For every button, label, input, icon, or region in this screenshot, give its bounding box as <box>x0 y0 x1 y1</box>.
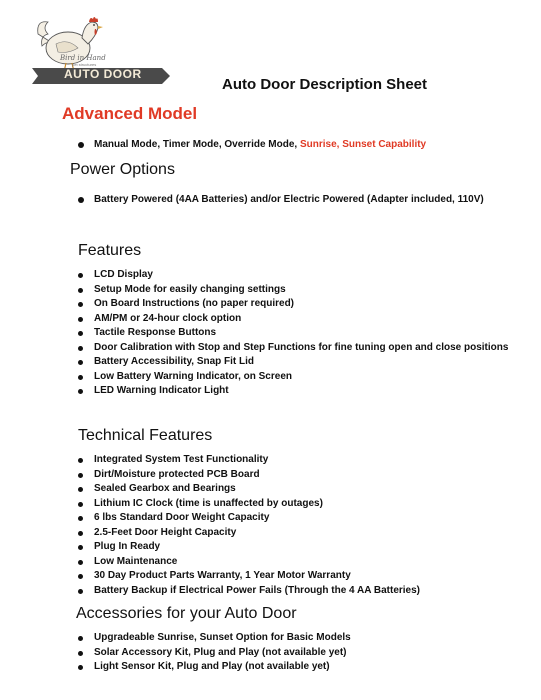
list-item <box>78 138 426 153</box>
model-modes-list <box>78 138 426 153</box>
features-list <box>78 268 508 399</box>
list-item: Low Maintenance <box>78 555 420 570</box>
list-item: Light Sensor Kit, Plug and Play (not available yet) <box>78 660 351 675</box>
list-item: Integrated System Test Functionality <box>78 453 420 468</box>
power-options-heading: Power Options <box>70 161 175 178</box>
logo-banner-text: AUTO DOOR <box>64 67 142 81</box>
list-item: Low Battery Warning Indicator, on Screen <box>78 370 508 385</box>
list-item: Battery Powered (4AA Batteries) and/or Electric Powered (Adapter included, 110V) <box>78 193 484 208</box>
technical-features-heading: Technical Features <box>78 427 213 444</box>
list-item: 30 Day Product Parts Warranty, 1 Year Motor Warranty <box>78 569 420 584</box>
model-title: Advanced Model <box>62 104 198 123</box>
list-item: On Board Instructions (no paper required) <box>78 297 508 312</box>
list-item: AM/PM or 24-hour clock option <box>78 312 508 327</box>
list-item: LCD Display <box>78 268 508 283</box>
list-item: Lithium IC Clock (time is unaffected by outages) <box>78 497 420 512</box>
logo-script-text: Bird in Hand <box>60 54 106 62</box>
list-item: Setup Mode for easily changing settings <box>78 283 508 298</box>
modes-highlight-text: Sunrise, Sunset Capability <box>299 139 427 150</box>
power-options-list <box>78 193 484 208</box>
document-title: Auto Door Description Sheet <box>222 76 428 93</box>
logo-small-text: pet structures <box>72 62 97 67</box>
list-item: Tactile Response Buttons <box>78 326 508 341</box>
list-item: 2.5-Feet Door Height Capacity <box>78 526 420 541</box>
list-item: Battery Backup if Electrical Power Fails (Through the 4 AA Batteries) <box>78 584 420 599</box>
list-item: LED Warning Indicator Light <box>78 384 508 399</box>
list-item: Solar Accessory Kit, Plug and Play (not available yet) <box>78 646 351 661</box>
list-item: Battery Accessibility, Snap Fit Lid <box>78 355 508 370</box>
list-item: Upgradeable Sunrise, Sunset Option for Basic Models <box>78 631 351 646</box>
list-item: Plug In Ready <box>78 540 420 555</box>
modes-plain-text: Manual Mode, Timer Mode, Override Mode, <box>94 139 300 150</box>
list-item: Dirt/Moisture protected PCB Board <box>78 468 420 483</box>
accessories-heading: Accessories for your Auto Door <box>76 605 297 622</box>
technical-features-list <box>78 453 420 598</box>
list-item: Door Calibration with Stop and Step Functions for fine tuning open and close positions <box>78 341 508 356</box>
list-item: Sealed Gearbox and Bearings <box>78 482 420 497</box>
list-item: 6 lbs Standard Door Weight Capacity <box>78 511 420 526</box>
accessories-list <box>78 631 351 675</box>
features-heading: Features <box>78 242 142 259</box>
